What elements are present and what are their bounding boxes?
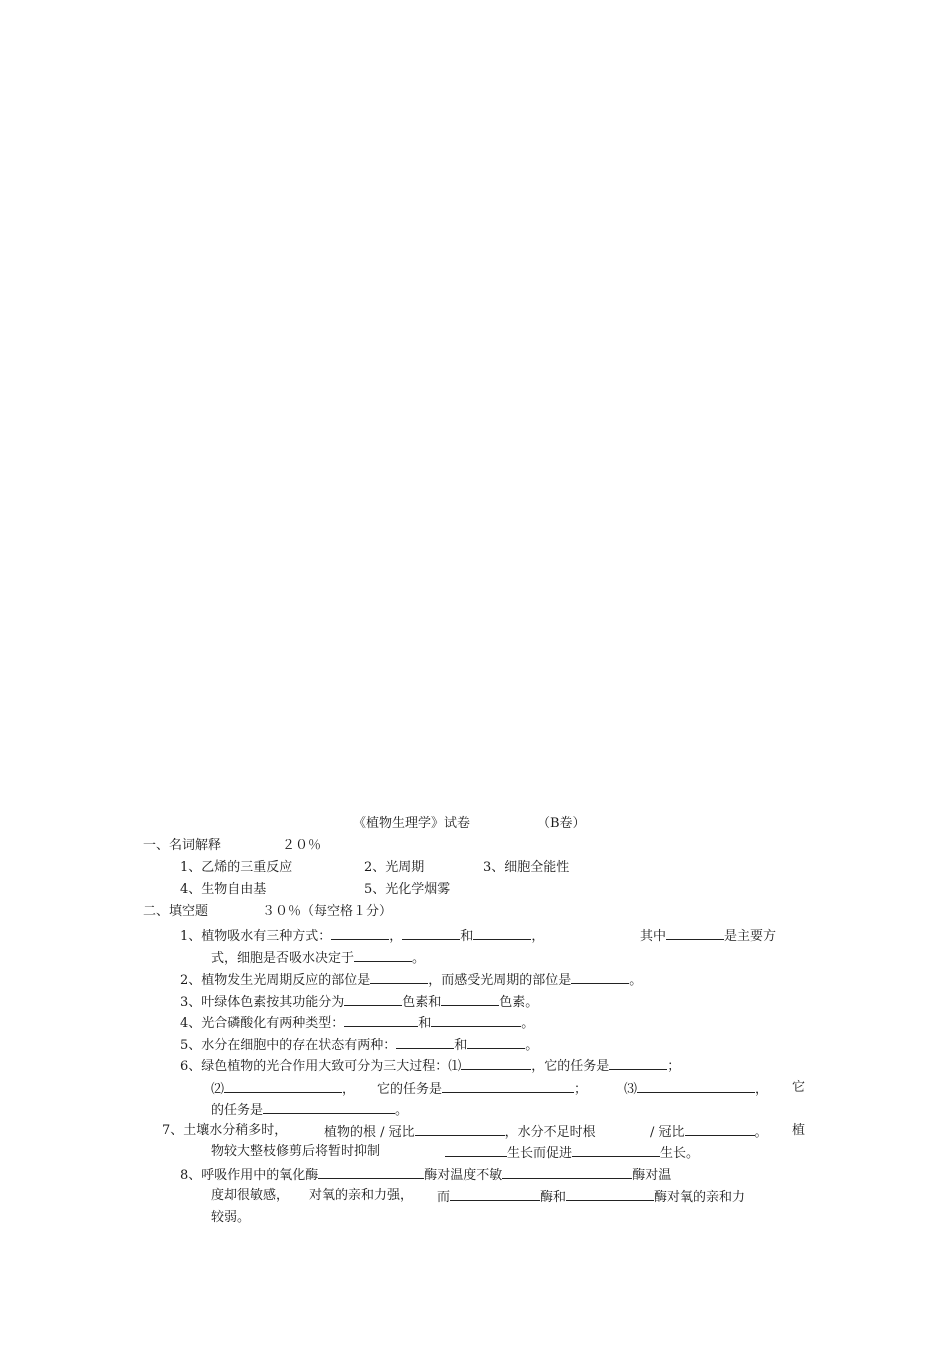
section1-score: ２０％: [282, 838, 322, 853]
q1-text-d: ，: [531, 929, 545, 944]
question-8-line-1: [180, 1165, 671, 1183]
q6-text-g: ；: [574, 1082, 588, 1097]
question-6-line-1: [180, 1056, 680, 1074]
q8-text-d: 度却很敏感，: [211, 1188, 290, 1203]
q8-text-h: 酶对氧的亲和力: [654, 1190, 746, 1205]
question-5: [180, 1035, 538, 1053]
section2-score: ３０％（每空格１分）: [262, 904, 393, 919]
q7-blank-3[interactable]: [445, 1143, 507, 1157]
q6-text-d: ⑵: [211, 1082, 225, 1097]
question-4: [180, 1013, 534, 1031]
q3-text-c: 色素。: [499, 995, 539, 1010]
q8-blank-3[interactable]: [450, 1187, 540, 1201]
q7-text-i: 生长。: [660, 1146, 700, 1161]
q2-text-b: ，而感受光周期的部位是: [428, 973, 572, 988]
q6-text-c: ；: [667, 1059, 681, 1074]
q8-blank-2[interactable]: [502, 1165, 632, 1179]
q4-blank-1[interactable]: [344, 1013, 418, 1027]
exam-volume: （B卷）: [537, 816, 586, 831]
q1-text-b: ，: [389, 929, 403, 944]
q7-blank-4[interactable]: [572, 1143, 660, 1157]
q6-blank-4[interactable]: [442, 1079, 574, 1093]
question-1-line-1b: [640, 926, 776, 944]
q1-blank-4[interactable]: [666, 926, 724, 940]
question-6-line-2a: [211, 1079, 355, 1097]
q4-text-a: 4、光合磷酸化有两种类型：: [180, 1016, 345, 1031]
q8-text-i: 较弱。: [211, 1210, 251, 1225]
q1-blank-5[interactable]: [354, 948, 412, 962]
q5-text-a: 5、水分在细胞中的存在状态有两种：: [180, 1038, 397, 1053]
q2-blank-2[interactable]: [571, 970, 629, 984]
term-item-2: 2、光周期: [364, 860, 425, 875]
q6-text-k: 的任务是: [211, 1103, 264, 1118]
q6-blank-3[interactable]: [224, 1079, 342, 1093]
q5-blank-1[interactable]: [396, 1035, 454, 1049]
exam-title: 《植物生理学》试卷: [353, 816, 471, 831]
q6-blank-5[interactable]: [637, 1079, 755, 1093]
q7-text-e: 。: [754, 1125, 768, 1140]
q6-text-f: 它的任务是: [377, 1082, 443, 1097]
q3-text-b: 色素和: [402, 995, 442, 1010]
q1-blank-3[interactable]: [473, 926, 531, 940]
q6-text-h: ⑶: [624, 1082, 638, 1097]
q7-text-h: 生长而促进: [507, 1146, 573, 1161]
question-6-line-2b: [377, 1079, 587, 1097]
q8-text-c: 酶对温: [632, 1168, 672, 1183]
q1-text-a: 1、植物吸水有三种方式：: [180, 929, 332, 944]
question-2: [180, 970, 642, 988]
q4-blank-2[interactable]: [431, 1013, 521, 1027]
question-6-line-3: [211, 1100, 408, 1118]
q7-blank-1[interactable]: [415, 1122, 505, 1136]
question-1-line-2: [211, 948, 425, 966]
q4-text-c: 。: [521, 1016, 535, 1031]
q1-blank-1[interactable]: [331, 926, 389, 940]
q8-text-g: 酶和: [540, 1190, 567, 1205]
q6-text-a: 6、绿色植物的光合作用大致可分为三大过程：⑴: [180, 1059, 462, 1074]
term-item-5: 5、光化学烟雾: [364, 882, 451, 897]
q1-text-g: 式，细胞是否吸水决定于: [211, 951, 355, 966]
section1-heading: 一、名词解释: [143, 838, 222, 853]
q8-text-a: 8、呼吸作用中的氧化酶: [180, 1168, 319, 1183]
q6-text-b: ，它的任务是: [531, 1059, 610, 1074]
question-7-line-2: [445, 1143, 699, 1161]
q3-blank-2[interactable]: [441, 992, 499, 1006]
q8-text-f: 而: [437, 1190, 451, 1205]
q6-blank-1[interactable]: [461, 1056, 531, 1070]
q6-blank-6[interactable]: [263, 1100, 395, 1114]
question-3: [180, 992, 538, 1010]
q1-blank-2[interactable]: [402, 926, 460, 940]
q8-blank-1[interactable]: [318, 1165, 424, 1179]
q8-blank-4[interactable]: [566, 1187, 654, 1201]
q7-text-g: 物较大整枝修剪后将暂时抑制: [211, 1144, 381, 1159]
q6-text-j: 它: [792, 1080, 806, 1095]
question-8-line-2: [437, 1187, 745, 1205]
term-item-3: 3、细胞全能性: [483, 860, 570, 875]
q6-text-e: ，: [342, 1082, 356, 1097]
q1-text-e: 其中: [640, 929, 667, 944]
q6-text-i: ，: [755, 1082, 769, 1097]
question-7-line-1a: [324, 1122, 596, 1140]
q7-blank-2[interactable]: [685, 1122, 755, 1136]
q5-text-c: 。: [525, 1038, 539, 1053]
q6-blank-2[interactable]: [609, 1056, 667, 1070]
q8-text-b: 酶对温度不敏: [424, 1168, 503, 1183]
term-item-1: 1、乙烯的三重反应: [180, 860, 293, 875]
q1-text-f: 是主要方: [724, 929, 777, 944]
section2-heading: 二、填空题: [143, 904, 209, 919]
question-1-line-1: [180, 926, 544, 944]
q2-blank-1[interactable]: [370, 970, 428, 984]
q1-text-c: 和: [460, 929, 474, 944]
q1-text-h: 。: [412, 951, 426, 966]
q5-text-b: 和: [454, 1038, 468, 1053]
q7-text-b: 植物的根 / 冠比: [324, 1125, 415, 1140]
q3-blank-1[interactable]: [344, 992, 402, 1006]
q6-text-l: 。: [395, 1103, 409, 1118]
q2-text-a: 2、植物发生光周期反应的部位是: [180, 973, 371, 988]
q7-text-c: ，水分不足时根: [504, 1125, 596, 1140]
q3-text-a: 3、叶绿体色素按其功能分为: [180, 995, 345, 1010]
q4-text-b: 和: [418, 1016, 432, 1031]
term-item-4: 4、生物自由基: [180, 882, 267, 897]
q7-text-f: 植: [792, 1123, 806, 1138]
question-7-line-1b: [650, 1122, 768, 1140]
q5-blank-2[interactable]: [467, 1035, 525, 1049]
q7-text-d: / 冠比: [650, 1125, 685, 1140]
q7-text-a: 7、土壤水分稍多时，: [162, 1123, 288, 1138]
q2-text-c: 。: [629, 973, 643, 988]
question-6-line-2c: [624, 1079, 768, 1097]
q8-text-e: 对氧的亲和力强，: [309, 1188, 414, 1203]
